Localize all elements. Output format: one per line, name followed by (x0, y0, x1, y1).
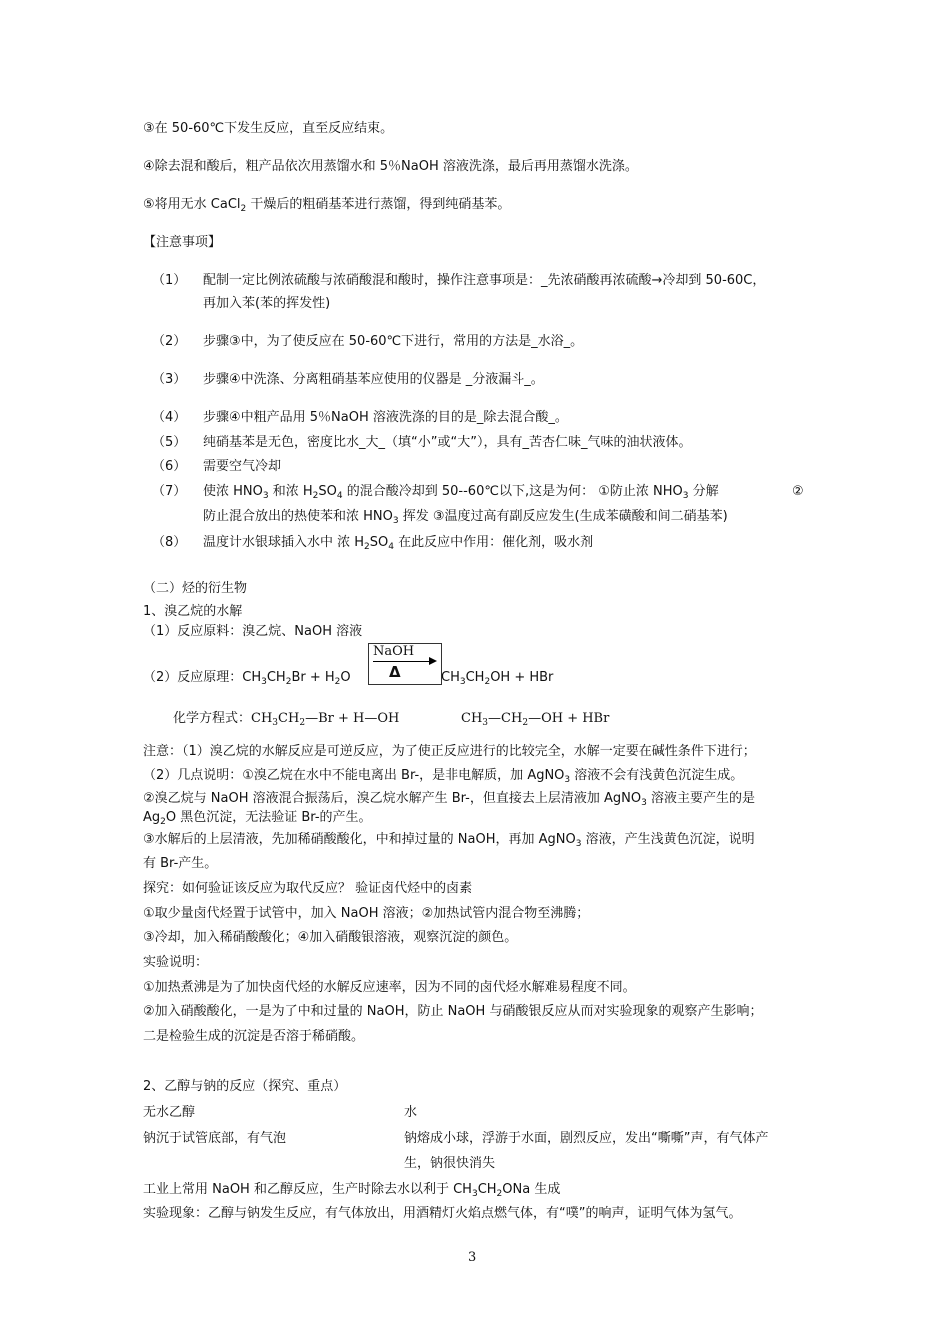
ethanol-observation: 钠沉于试管底部，有气泡 (143, 1131, 287, 1146)
experiment-note-1: ①加热煮沸是为了加快卤代烃的水解反应速率，因为不同的卤代烃水解难易程度不同。 (143, 980, 636, 995)
experiment-note-title: 实验说明： (143, 955, 209, 970)
experiment-note-3: 二是检验生成的沉淀是否溶于稀硝酸。 (143, 1029, 365, 1044)
section-heading-derivatives: （二）烃的衍生物 (143, 581, 248, 596)
industry-note: 工业上常用 NaOH 和乙醇反应，生产时除去水以利于 $CH_3CH_2ONa$ 生成 (143, 1182, 561, 1199)
note-line-1: 注意：（1）溴乙烷的水解反应是可逆反应，为了使正反应进行的比较完全，水解一定要在碱性条件下进行； (143, 744, 756, 759)
notes-heading: 【注意事项】 (143, 235, 222, 250)
note-line-2: （2）几点说明：①溴乙烷在水中不能电离出 Br-，是非电解质，加 AgNO$_3$ 溶液不会有浅黄色沉淀生成。 (143, 768, 744, 785)
chemical-equation-right: $CH_3—CH_2—OH$ + HBr (461, 711, 610, 728)
note-line-5: ③水解后的上层清液，先加稀硝酸酸化，中和掉过量的 NaOH，再加 AgNO$_3$ 溶液，产生浅黄色沉淀，说明 (143, 832, 755, 849)
col-head-ethanol: 无水乙醇 (143, 1105, 196, 1120)
reaction-arrow (368, 643, 442, 685)
water-observation: 钠熔成小球，浮游于水面，剧烈反应，发出“嘶嘶”声，有气体产 (404, 1131, 769, 1146)
reaction-product: $CH_3CH_2OH$ + HBr (441, 670, 554, 687)
explore-question: 探究：如何验证该反应为取代反应？ 验证卤代烃中的卤素 (143, 881, 473, 896)
page-number: 3 (468, 1250, 477, 1265)
arrow-condition-bottom: Δ (389, 663, 401, 681)
note-1-cont: 再加入苯(苯的挥发性) (203, 296, 331, 311)
subheading-bromoethane: 1、溴乙烷的水解 (143, 604, 243, 619)
chemical-equation-left: 化学方程式：$CH_3CH_2—Br$ + H—OH (173, 711, 400, 728)
step-4: ④除去混和酸后，粗产品依次用蒸馏水和 5％NaOH 溶液洗涤，最后再用蒸馏水洗涤。 (143, 159, 638, 174)
step-5: ⑤将用无水 CaCl$_2$ 干燥后的粗硝基苯进行蒸馏，得到纯硝基苯。 (143, 197, 511, 214)
col-head-water: 水 (404, 1105, 418, 1120)
experiment-note-2: ②加入硝酸酸化，一是为了中和过量的 NaOH，防止 NaOH 与硝酸银反应从而对实验现象的观察产生影响； (143, 1004, 763, 1019)
subheading-ethanol-sodium: 2、乙醇与钠的反应（探究、重点） (143, 1079, 347, 1094)
experiment-phenomenon: 实验现象：乙醇与钠发生反应，有气体放出，用酒精灯火焰点燃气体，有“噗”的响声，证明气体为氢气。 (143, 1206, 742, 1221)
note-7-cont: 防止混合放出的热使苯和浓 $HNO_3$ 挥发 ③温度过高有副反应发生(生成苯磺酸和间二硝基苯) (203, 509, 728, 526)
step-3: ③在 50-60℃下发生反应，直至反应结束。 (143, 121, 394, 136)
arrow-line (373, 661, 431, 662)
arrow-condition-top: NaOH (373, 644, 415, 659)
note-line-3: ②溴乙烷与 NaOH 溶液混合振荡后，溴乙烷水解产生 Br-，但直接去上层清液加 AgNO$_3$ 溶液主要产生的是 (143, 791, 755, 808)
explore-step-2: ③冷却，加入稀硝酸酸化；④加入硝酸银溶液，观察沉淀的颜色。 (143, 930, 518, 945)
note-line-6: 有 Br-产生。 (143, 856, 218, 871)
water-observation-cont: 生，钠很快消失 (404, 1156, 496, 1171)
raw-materials: （1）反应原料：溴乙烷、NaOH 溶液 (143, 624, 363, 639)
reaction-principle: （2）反应原理：$CH_3CH_2Br + H_2O$ (143, 670, 351, 687)
arrow-head-icon (429, 657, 437, 665)
note-line-4: $Ag_2O$ 黑色沉淀，无法验证 Br-的产生。 (143, 810, 372, 827)
explore-step-1: ①取少量卤代烃置于试管中，加入 NaOH 溶液；②加热试管内混合物至沸腾； (143, 906, 590, 921)
